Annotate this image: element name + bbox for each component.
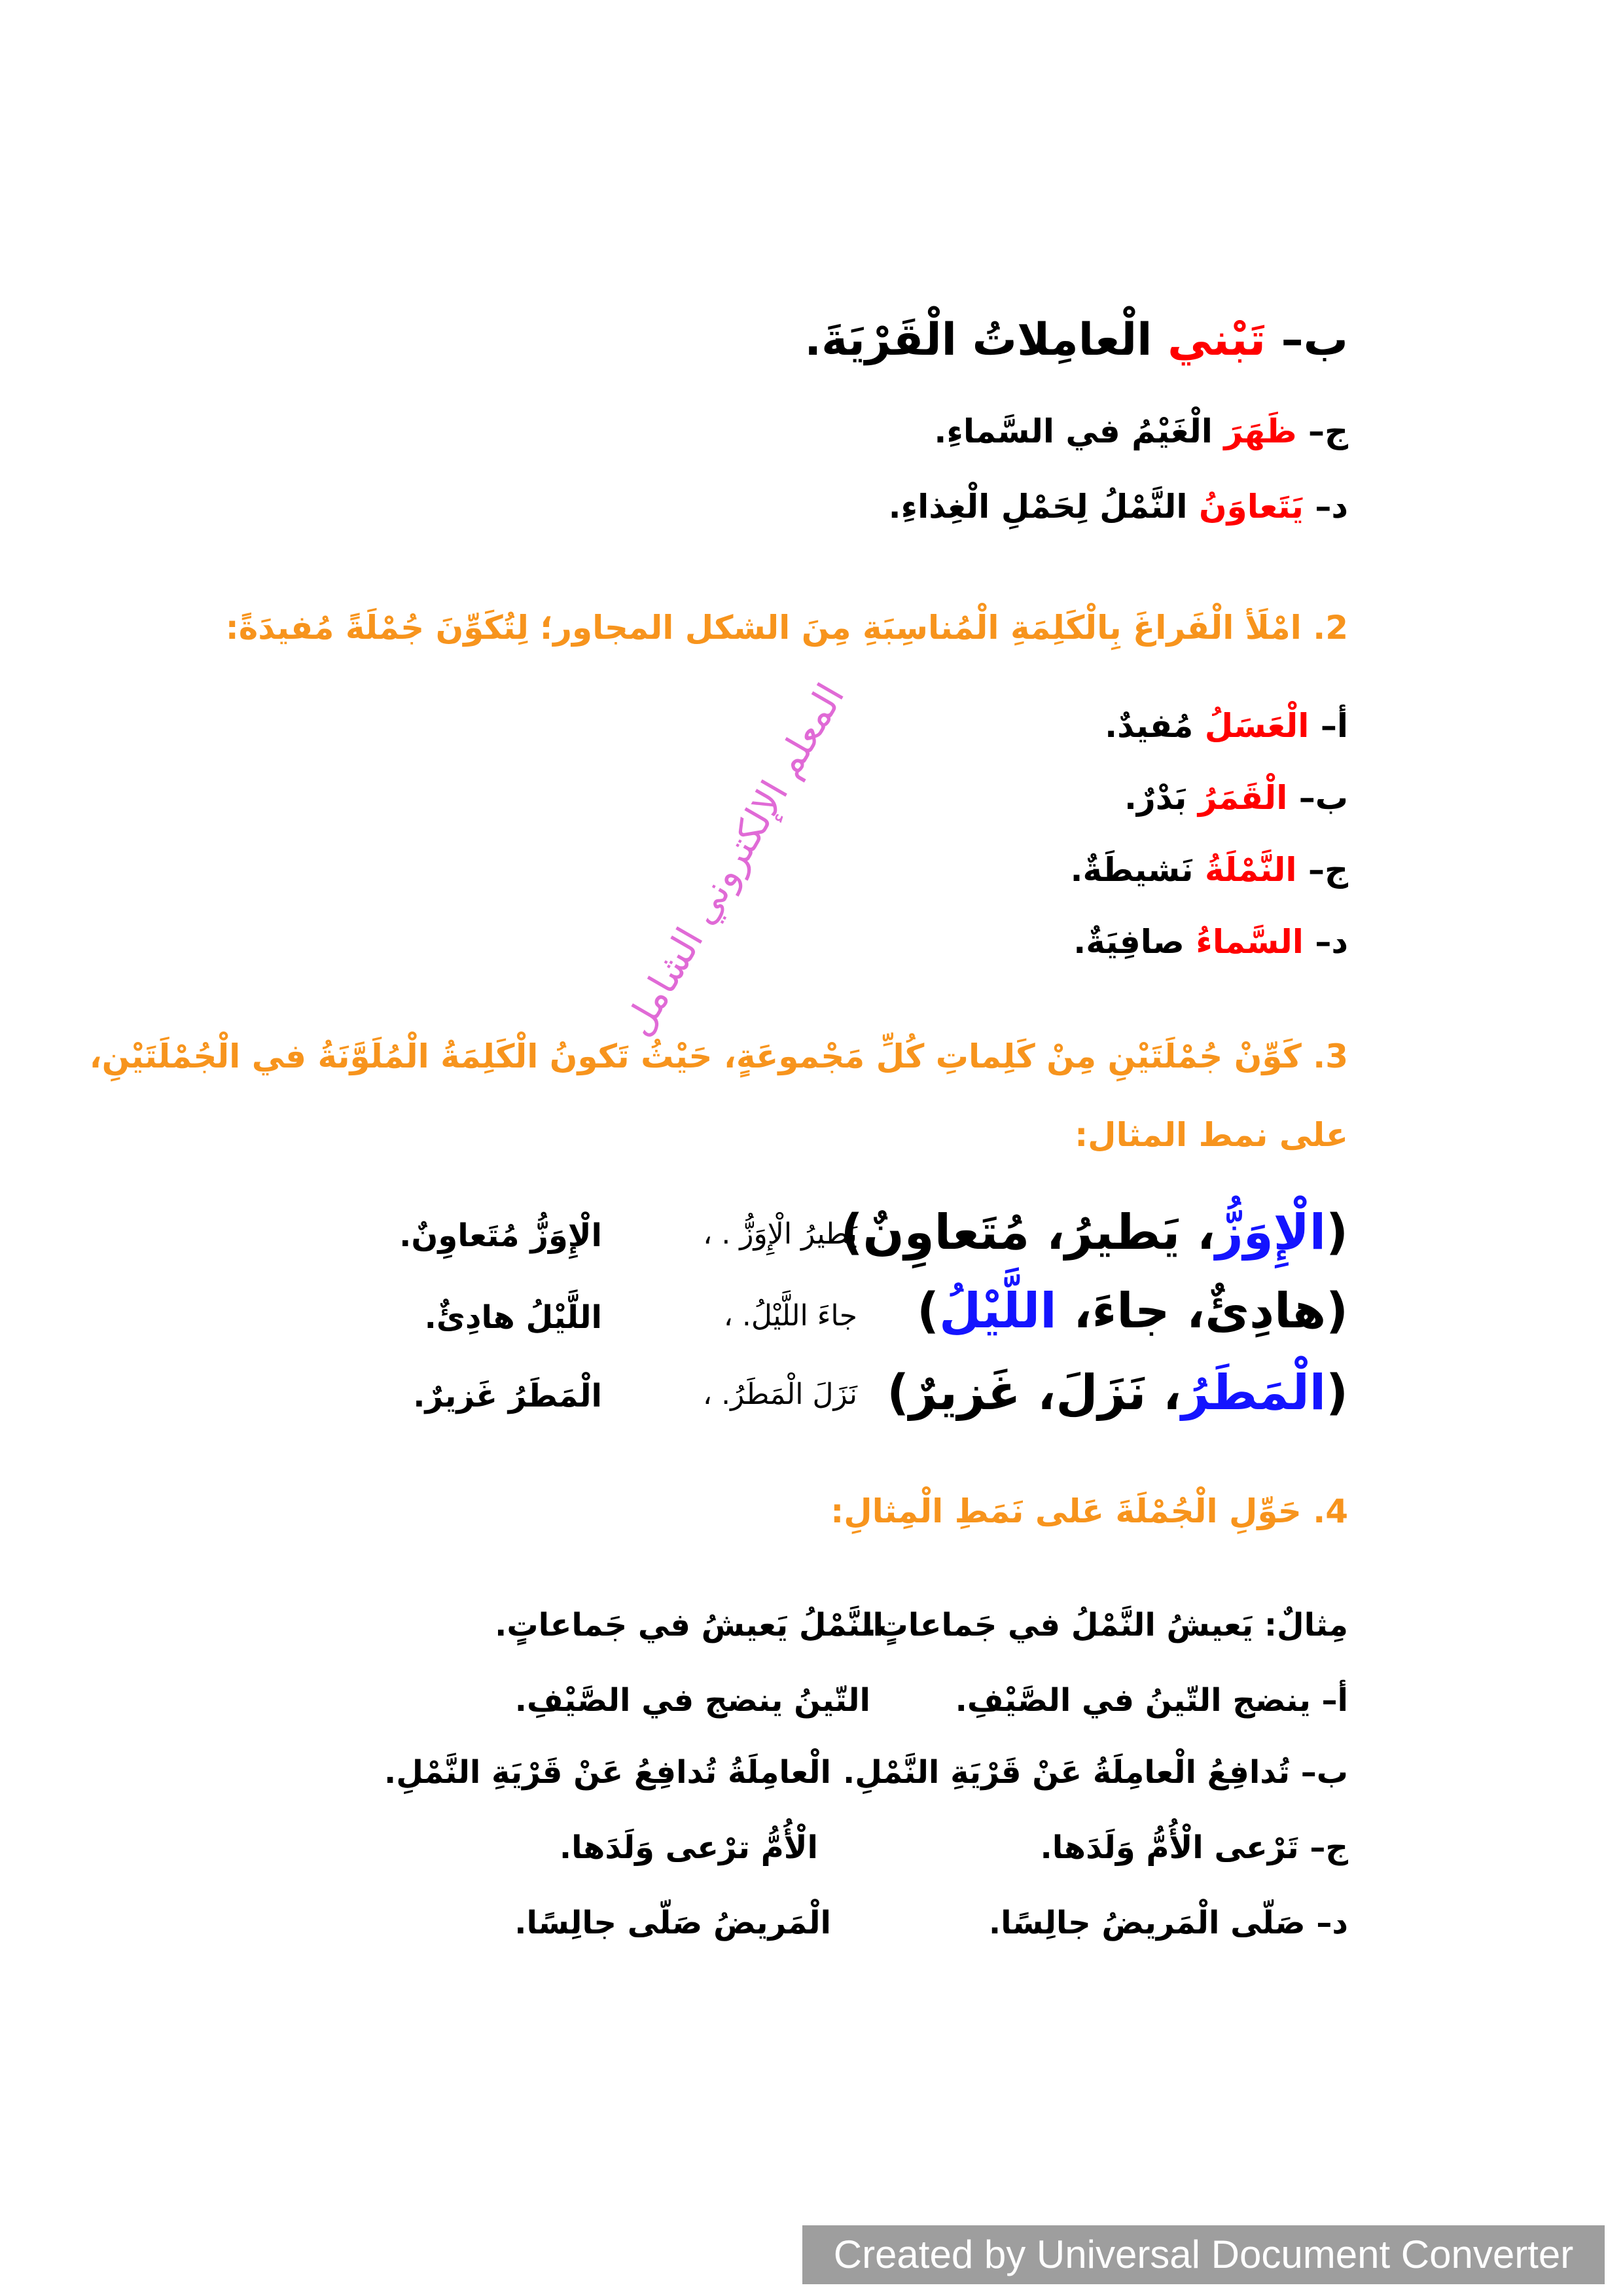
filled-word: الْعَسَلُ	[1204, 707, 1310, 745]
q4-original: أ– ينضج التّينُ في الصَّيْفِ.	[955, 1682, 1348, 1719]
answer-sentence-2: اللَّيْلُ هادِئٌ.	[424, 1299, 602, 1336]
filled-word: النَّمْلَةُ	[1204, 851, 1297, 889]
word-group: (الْمَطَرُ، نَزَلَ، غَزيرٌ)	[887, 1365, 1348, 1421]
q4-original: مِثالٌ: يَعيشُ النَّمْلُ في جَماعاتٍ.	[865, 1607, 1348, 1643]
filled-word: السَّماءُ	[1196, 923, 1304, 961]
answer-sentence-2: الْإِوَزُّ مُتَعاوِنٌ.	[399, 1217, 602, 1254]
question-2-heading: 2. امْلَأ الْفَراغَ بِالْكَلِمَةِ الْمُناسِبَةِ مِنَ الشكل المجاور؛ لِتُكَوِّنَ جُمْلَةً مُفيدَةً:	[225, 609, 1348, 647]
answer-sentence-2: الْمَطَرُ غَزيرٌ.	[413, 1378, 602, 1414]
q4-original: ب– تُدافِعُ الْعامِلَةُ عَنْ قَرْيَةِ النَّمْلِ.	[843, 1754, 1348, 1791]
q2-item: أ– الْعَسَلُ مُفيدٌ.	[1105, 707, 1348, 745]
colored-word: الْمَطَرُ	[1181, 1365, 1327, 1421]
highlight-verb: تَبْني	[1168, 314, 1266, 366]
word-group: (هادِئٌ، جاءَ، اللَّيْلُ)	[917, 1283, 1348, 1339]
colored-word: اللَّيْلُ	[938, 1283, 1057, 1339]
filled-word: الْقَمَرُ	[1198, 779, 1288, 817]
word-group: (الْإِوَزُّ، يَطيرُ، مُتَعاوِنٌ)	[840, 1204, 1348, 1261]
answer-sentence-1: نَزَلَ الْمَطَرُ. ،	[702, 1378, 857, 1411]
sentence-d: د– يَتَعاوَنُ النَّمْلُ لِحَمْلِ الْغِذاءِ.	[888, 488, 1348, 526]
highlight-verb: ظَهَرَ	[1224, 412, 1297, 450]
q2-item: ب– الْقَمَرُ بَدْرٌ.	[1124, 779, 1348, 817]
q4-converted: الْأُمُّ ترْعى وَلَدَها.	[559, 1829, 818, 1866]
question-3-heading-cont: على نمط المثال:	[1075, 1116, 1348, 1154]
watermark-text: المعلم الإلكتروني الشامل	[615, 675, 853, 1043]
q2-item: د– السَّماءُ صافِيَةٌ.	[1073, 923, 1348, 961]
q4-original: ج– تَرْعى الْأُمُّ وَلَدَها.	[1040, 1829, 1348, 1866]
colored-word: الْإِوَزُّ	[1215, 1204, 1327, 1261]
answer-sentence-1: يَطيرُ الْإِوَزُّ . ،	[703, 1217, 857, 1251]
question-4-heading: 4. حَوِّلِ الْجُمْلَةَ عَلى نَمَطِ الْمِثالِ:	[830, 1492, 1348, 1530]
question-3-heading: 3. كَوِّنْ جُمْلَتَيْنِ مِنْ كَلِماتِ كُلِّ مَجْموعَةٍ، حَيْثُ تَكونُ الْكَلِمَةُ الْمُلَوَّنَةُ في الْجُمْلَتَيْنِ،	[89, 1037, 1348, 1075]
q2-item: ج– النَّمْلَةُ نَشيطَةٌ.	[1070, 851, 1348, 889]
q4-converted: الْعامِلَةُ تُدافِعُ عَنْ قَرْيَةِ النَّمْلِ.	[383, 1754, 831, 1791]
q4-converted: التّينُ ينضج في الصَّيْفِ.	[514, 1682, 870, 1719]
q4-converted: النَّمْلُ يَعيشُ في جَماعاتٍ.	[495, 1607, 883, 1643]
sentence-b: ب– تَبْني الْعامِلاتُ الْقَرْيَةَ.	[804, 314, 1348, 366]
converter-footer-banner: Created by Universal Document Converter	[802, 2225, 1605, 2284]
highlight-verb: يَتَعاوَنُ	[1198, 488, 1304, 526]
q4-original: د– صَلّى الْمَريضُ جالِسًا.	[988, 1905, 1348, 1941]
q4-converted: الْمَريضُ صَلّى جالِسًا.	[514, 1905, 831, 1941]
answer-sentence-1: جاءَ اللَّيْلُ. ،	[723, 1299, 857, 1333]
sentence-j: ج– ظَهَرَ الْغَيْمُ في السَّماءِ.	[934, 412, 1348, 450]
